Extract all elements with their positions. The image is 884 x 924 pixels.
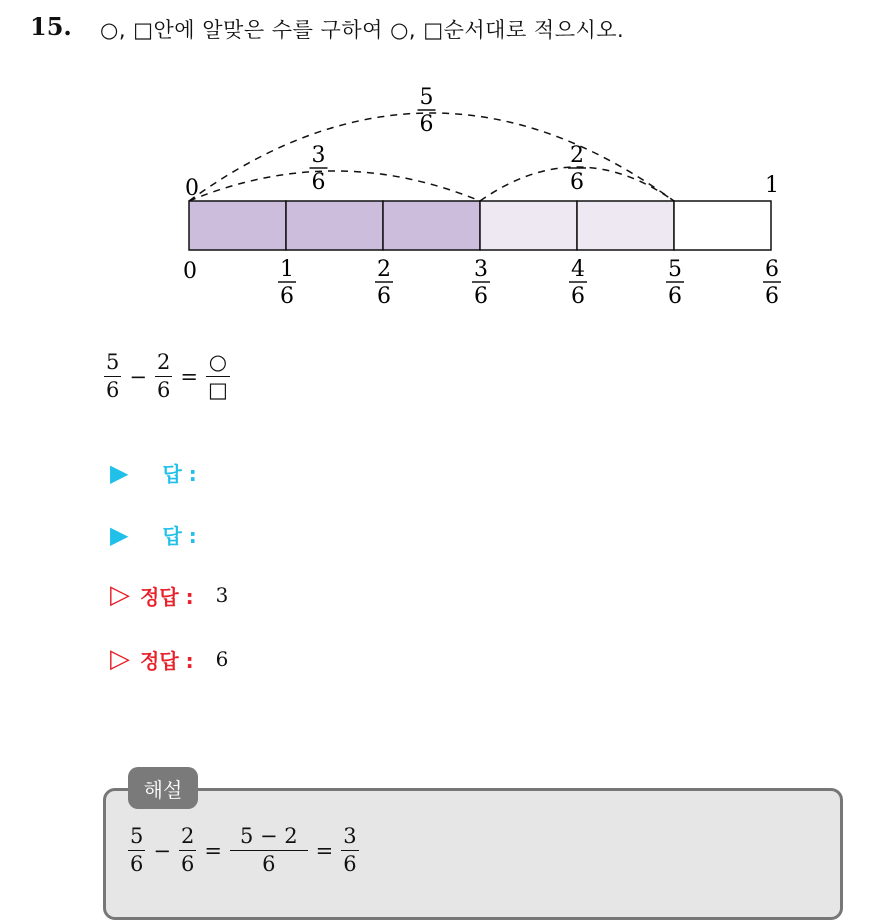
numerator: 5 − 2 bbox=[239, 824, 298, 848]
answer-label: 답 : bbox=[162, 524, 197, 548]
fraction-numerator: 3 bbox=[474, 257, 488, 282]
equals-sign: = bbox=[315, 838, 334, 863]
fraction-numerator: 6 bbox=[765, 257, 779, 282]
bar-cell bbox=[674, 201, 771, 250]
fraction-denominator: 6 bbox=[570, 170, 584, 195]
fraction-numerator: 3 bbox=[311, 143, 326, 168]
tick-label bbox=[666, 257, 684, 309]
equals-sign: = bbox=[180, 364, 198, 389]
bar-start-label: 0 bbox=[185, 176, 199, 201]
bar-cell bbox=[577, 201, 674, 250]
bar-cell bbox=[480, 201, 577, 250]
arc-dashed bbox=[189, 171, 480, 201]
tick-label bbox=[569, 257, 587, 309]
outline-arrow-icon: ▷ bbox=[110, 580, 130, 610]
bar-cell bbox=[383, 201, 480, 250]
denominator: 6 bbox=[343, 852, 357, 876]
fraction-numerator: 2 bbox=[377, 257, 391, 282]
correct-answer-row-2 bbox=[110, 644, 228, 674]
question-text: ○, □안에 알맞은 수를 구하여 ○, □순서대로 적으시오. bbox=[100, 18, 625, 42]
tick-label bbox=[278, 257, 296, 309]
fraction-a bbox=[128, 826, 145, 875]
bar-end-label: 1 bbox=[765, 173, 779, 198]
bar-cell bbox=[286, 201, 383, 250]
arc-label bbox=[418, 85, 436, 137]
bar-cell bbox=[189, 201, 286, 250]
minus-sign: − bbox=[153, 838, 171, 863]
correct-answer-value: 6 bbox=[215, 647, 229, 671]
correct-answer-value: 3 bbox=[215, 583, 229, 607]
correct-answer-label: 정답 : bbox=[140, 584, 194, 609]
tick-label bbox=[763, 257, 781, 309]
fraction-combined bbox=[230, 826, 308, 875]
tick-label bbox=[375, 257, 393, 309]
tick-label bbox=[472, 257, 490, 309]
tick-label: 0 bbox=[183, 259, 197, 284]
fraction-denominator: 6 bbox=[377, 284, 391, 309]
outline-arrow-icon: ▷ bbox=[110, 644, 130, 674]
square-placeholder: □ bbox=[207, 378, 228, 402]
play-arrow-icon: ▶ bbox=[110, 458, 129, 487]
fraction-b bbox=[155, 352, 172, 401]
arc-label bbox=[568, 143, 586, 195]
fraction-denominator: 6 bbox=[765, 284, 779, 309]
arc-label bbox=[310, 143, 328, 195]
fraction-denominator: 6 bbox=[474, 284, 488, 309]
fraction-numerator: 4 bbox=[571, 257, 585, 282]
question-number: 15. bbox=[30, 12, 72, 41]
answer-row-2 bbox=[110, 520, 197, 549]
fraction-numerator: 5 bbox=[668, 257, 682, 282]
explanation-tag: 해설 bbox=[128, 767, 198, 809]
correct-answer-label: 정답 : bbox=[140, 648, 194, 673]
numerator: 5 bbox=[106, 350, 120, 374]
answer-row-1 bbox=[110, 458, 197, 487]
answer-label: 답 : bbox=[162, 462, 197, 486]
denominator: 6 bbox=[180, 852, 195, 876]
minus-sign: − bbox=[129, 364, 147, 389]
equals-sign: = bbox=[204, 838, 222, 863]
fraction-result bbox=[341, 826, 358, 875]
numerator: 5 bbox=[130, 824, 144, 848]
fraction-numerator: 1 bbox=[280, 257, 294, 282]
fraction-denominator: 6 bbox=[419, 112, 434, 137]
correct-answer-row-1 bbox=[110, 580, 228, 610]
fraction-denominator: 6 bbox=[668, 284, 682, 309]
numerator: 2 bbox=[180, 824, 195, 848]
equation bbox=[104, 352, 230, 401]
numerator: 3 bbox=[343, 824, 357, 848]
fraction-denominator: 6 bbox=[280, 284, 294, 309]
fraction-numerator: 5 bbox=[419, 85, 434, 110]
denominator: 6 bbox=[156, 378, 171, 402]
fraction-denominator: 6 bbox=[571, 284, 585, 309]
fraction-denominator: 6 bbox=[311, 170, 326, 195]
fraction-number-line bbox=[0, 0, 884, 330]
fraction-numerator: 2 bbox=[570, 143, 584, 168]
play-arrow-icon: ▶ bbox=[110, 520, 129, 549]
numerator: 2 bbox=[156, 350, 171, 374]
denominator: 6 bbox=[130, 852, 144, 876]
fraction-b bbox=[179, 826, 196, 875]
denominator: 6 bbox=[230, 850, 308, 875]
circle-placeholder: ○ bbox=[208, 350, 228, 374]
denominator: 6 bbox=[106, 378, 120, 402]
fraction-a bbox=[104, 352, 121, 401]
explanation-equation bbox=[128, 826, 359, 875]
fraction-unknown bbox=[206, 352, 230, 401]
